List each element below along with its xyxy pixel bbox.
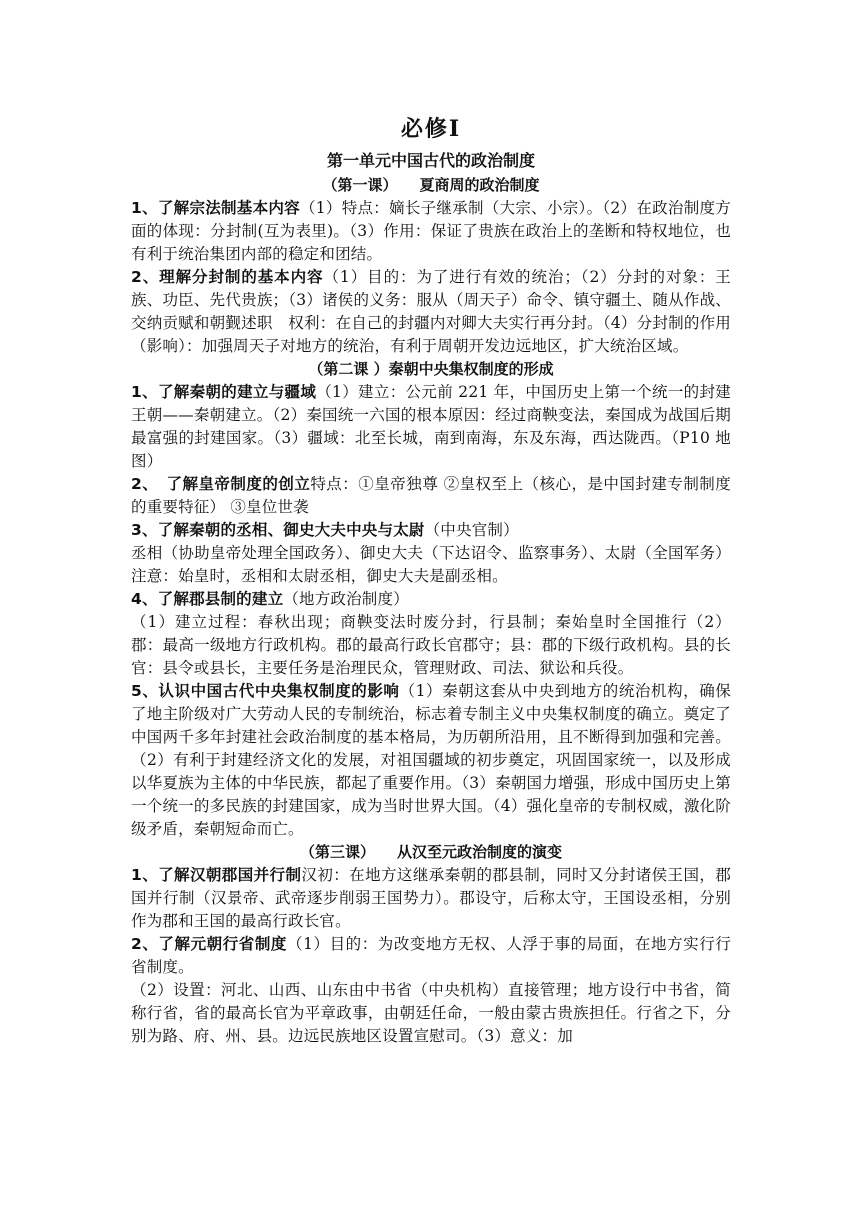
paragraph-heading: 2、 了解皇帝制度的创立 <box>131 475 311 493</box>
paragraph-text: （地方政治制度） <box>283 590 409 608</box>
lesson-name: 从汉至元政治制度的演变 <box>397 843 563 861</box>
paragraph-text: 汉初：在地方这继承秦朝的郡县制，同时又分封诸侯王国，郡国并行制（汉景帝、武帝逐步削弱王国势力）。郡设守，后称太守，王国设丞相，分别作为郡和王国的最高行政长官。 <box>131 866 731 930</box>
paragraph-heading: 2、了解元朝行省制度 <box>131 935 287 953</box>
paragraph <box>131 381 731 473</box>
paragraph-text: 丞相（协助皇帝处理全国政务）、御史大夫（下达诏令、监察事务）、太尉（全国军务）注意：始皇时，丞相和太尉丞相，御史大夫是副丞相。 <box>131 544 731 585</box>
lesson-heading <box>131 358 731 381</box>
paragraph-text: （1）目的：为改变地方无权、人浮于事的局面，在地方实行行省制度。 <box>131 935 731 976</box>
paragraph <box>131 933 731 979</box>
document-title: 必修Ⅰ <box>400 116 462 142</box>
paragraph <box>131 611 731 680</box>
paragraph-heading: 4、了解郡县制的建立 <box>131 590 284 608</box>
paragraph <box>131 864 731 933</box>
lesson-label: （第二课 ） <box>308 360 389 378</box>
paragraph <box>131 979 731 1048</box>
paragraph <box>131 473 731 519</box>
paragraph <box>131 588 731 611</box>
paragraph-heading: 5、认识中国古代中央集权制度的影响 <box>131 682 400 700</box>
paragraph-heading: 1、了解宗法制基本内容 <box>131 199 300 217</box>
paragraph <box>131 542 731 588</box>
unit-heading: 第一单元中国古代的政治制度 <box>326 151 535 170</box>
paragraph-heading: 1、了解秦朝的建立与疆域 <box>131 383 317 401</box>
lesson-name: 秦朝中央集权制度的形成 <box>388 360 554 378</box>
paragraph-text: 特点：①皇帝独尊 ②皇权至上（核心，是中国封建专制制度的重要特征） ③皇位世袭 <box>131 475 731 516</box>
lesson-heading <box>131 174 731 197</box>
paragraph-heading: 3、了解秦朝的丞相、御史大夫中央与太尉 <box>131 521 425 539</box>
paragraph-text: （2）设置：河北、山西、山东由中书省（中央机构）直接管理；地方设行中书省，简称行省，省的最高长官为平章政事，由朝廷任命，一般由蒙古贵族担任。行省之下，分别为路、府、州、县。边远民族地区设置宣慰司。（3）意义：加 <box>131 981 731 1045</box>
paragraph <box>131 519 731 542</box>
paragraph <box>131 197 731 266</box>
lesson-name: 夏商周的政治制度 <box>419 176 540 194</box>
paragraph-text: （1）建立过程：春秋出现；商鞅变法时废分封，行县制；秦始皇时全国推行（2）郡：最高一级地方行政机构。郡的最高行政长官郡守；县：郡的下级行政机构。县的长官：县令或县长，主要任务是治理民众，管理财政、司法、狱讼和兵役。 <box>131 613 731 677</box>
paragraph <box>131 680 731 841</box>
paragraph-text: （中央官制） <box>424 521 519 539</box>
paragraph-heading: 1、了解汉朝郡国并行制 <box>131 866 302 884</box>
paragraph <box>131 266 731 358</box>
paragraph-text: （1）建立：公元前 221 年，中国历史上第一个统一的封建王朝——秦朝建立。（2）秦国统一六国的根本原因：经过商鞅变法，秦国成为战国后期最富强的封建国家。（3）疆域：北至长城，南到南海，东及东海，西达陇西。（P10 地图） <box>131 383 731 470</box>
paragraph-text: （1）目的：为了进行有效的统治；（2）分封的对象：王族、功臣、先代贵族；（3）诸侯的义务：服从（周天子）命令、镇守疆土、随从作战、交纳贡赋和朝觐述职 权利：在自己的封疆内对卿大夫实行再分封。（4）分封制的作用（影响）：加强周天子对地方的统治，有利于周朝开发边远地区，扩大统治区域。 <box>131 268 731 355</box>
document-page <box>131 114 731 1048</box>
lesson-label: （第三课） <box>299 843 375 861</box>
paragraph-text: （1）特点：嫡长子继承制（大宗、小宗）。（2）在政治制度方面的体现：分封制(互为表里)。（3）作用：保证了贵族在政治上的垄断和特权地位，也有利于统治集团内部的稳定和团结。 <box>131 199 731 263</box>
lesson-label: （第一课） <box>322 176 398 194</box>
paragraph-heading: 2、理解分封制的基本内容 <box>131 268 324 286</box>
paragraph-text: （1）秦朝这套从中央到地方的统治机构，确保了地主阶级对广大劳动人民的专制统治，标志着专制主义中央集权制度的确立。奠定了中国两千多年封建社会政治制度的基本格局，为历朝所沿用，且不断得到加强和完善。（2）有利于封建经济文化的发展，对祖国疆域的初步奠定，巩固国家统一，以及形成以华夏族为主体的中华民族，都起了重要作用。（3）秦朝国力增强，形成中国历史上第一个统一的多民族的封建国家，成为当时世界大国。（4）强化皇帝的专制权威，激化阶级矛盾，秦朝短命而亡。 <box>131 682 731 838</box>
lesson-heading <box>131 841 731 864</box>
